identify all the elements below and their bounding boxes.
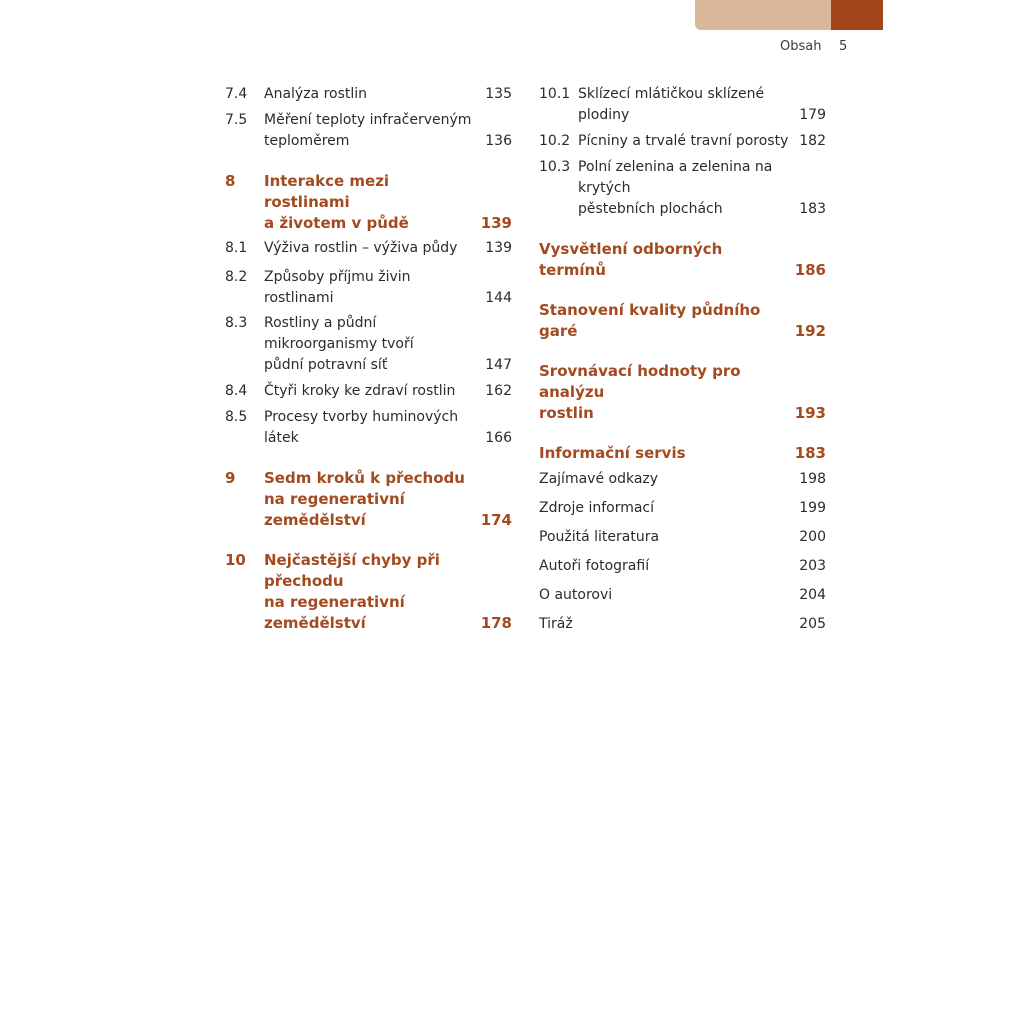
toc-entry-title — [264, 407, 479, 449]
toc-entry-number: 7.4 — [225, 86, 248, 102]
toc-entry-number: 8.5 — [225, 409, 248, 425]
toc-entry-title-line: Rostliny a půdní mikroorganismy tvoří — [264, 315, 414, 352]
toc-right-column — [539, 84, 826, 635]
toc-entry-title-line: Pícniny a trvalé travní porosty — [578, 133, 789, 149]
toc-entry-title-line: Sedm kroků k přechodu — [264, 469, 465, 487]
toc-chapter-entry[interactable] — [539, 361, 826, 424]
toc-chapter-entry[interactable] — [225, 550, 512, 634]
header-tab-light — [695, 0, 831, 30]
toc-entry-title — [264, 238, 479, 259]
toc-entry-title-line: Analýza rostlin — [264, 86, 368, 102]
toc-entry[interactable] — [539, 556, 826, 577]
toc-entry-number: 10 — [225, 551, 246, 569]
toc-entry-title — [539, 239, 789, 281]
toc-entry-title-line: Použitá literatura — [539, 529, 660, 545]
toc-entry[interactable] — [539, 614, 826, 635]
toc-chapter-entry[interactable] — [539, 443, 826, 464]
toc-chapter-entry[interactable] — [225, 171, 512, 234]
toc-entry-title-line: Zajímavé odkazy — [539, 471, 659, 487]
toc-entry-title — [539, 300, 789, 342]
toc-entry-title-line: plodiny — [578, 107, 630, 123]
toc-entry-title — [264, 84, 479, 105]
toc-left-column — [225, 84, 512, 634]
toc-entry-number: 7.5 — [225, 112, 248, 128]
toc-entry-page: 162 — [485, 383, 512, 399]
toc-entry-title-line: Procesy tvorby huminových — [264, 409, 459, 425]
toc-entry[interactable] — [225, 84, 512, 105]
toc-entry-title — [539, 469, 793, 490]
toc-entry-page: 205 — [799, 616, 826, 632]
toc-entry[interactable] — [539, 527, 826, 548]
toc-entry-page: 144 — [485, 290, 512, 306]
toc-entry-title-line: Polní zelenina a zelenina na krytých — [578, 159, 773, 196]
toc-entry-title — [539, 527, 793, 548]
toc-entry[interactable] — [225, 407, 512, 449]
toc-entry-page: 174 — [480, 511, 512, 529]
toc-entry-number: 9 — [225, 469, 236, 487]
toc-entry-title-line: na regenerativní — [264, 490, 405, 508]
toc-entry-title — [264, 550, 475, 634]
toc-entry-page: 139 — [485, 240, 512, 256]
toc-entry-title-line: Stanovení kvality půdního garé — [539, 301, 761, 340]
toc-entry-page: 136 — [485, 133, 512, 149]
toc-entry-title-line: Měření teploty infračerveným — [264, 112, 472, 128]
toc-entry-title-line: Vysvětlení odborných termínů — [539, 240, 723, 279]
toc-entry-title-line: na regenerativní — [264, 593, 405, 611]
toc-entry-title-line: Sklízecí mlátičkou sklízené — [578, 86, 765, 102]
page-number: 5 — [839, 39, 848, 54]
toc-entry-title — [578, 157, 793, 220]
toc-entry-page: 183 — [794, 444, 826, 462]
toc-entry[interactable] — [539, 84, 826, 126]
toc-entry-title-line: Způsoby příjmu živin rostlinami — [264, 269, 411, 306]
toc-entry-title — [578, 131, 793, 152]
toc-entry[interactable] — [225, 238, 512, 259]
toc-entry-title — [264, 171, 475, 234]
toc-entry[interactable] — [225, 313, 512, 376]
header-tab-dark — [831, 0, 883, 30]
toc-entry-title-line: Informační servis — [539, 444, 686, 462]
toc-entry-page: 199 — [799, 500, 826, 516]
toc-entry-title — [264, 267, 479, 309]
toc-entry-title-line: Výživa rostlin – výživa půdy — [264, 240, 458, 256]
toc-entry-page: 183 — [799, 201, 826, 217]
toc-entry-page: 147 — [485, 357, 512, 373]
toc-entry-page: 178 — [480, 614, 512, 632]
running-header-label: Obsah — [780, 39, 822, 54]
toc-entry-title — [539, 443, 789, 464]
toc-entry[interactable] — [539, 498, 826, 519]
toc-entry-title-line: látek — [264, 430, 299, 446]
toc-entry-title — [539, 614, 793, 635]
toc-entry-number: 8 — [225, 172, 236, 190]
toc-entry-page: 139 — [480, 214, 512, 232]
toc-entry-number: 8.1 — [225, 240, 248, 256]
toc-entry-title-line: zemědělství — [264, 511, 366, 529]
toc-entry-title — [264, 110, 479, 152]
toc-entry-page: 192 — [794, 322, 826, 340]
toc-entry-title-line: a životem v půdě — [264, 214, 409, 232]
toc-entry-title-line: Interakce mezi rostlinami — [264, 172, 390, 211]
toc-entry-number: 10.3 — [539, 159, 571, 175]
toc-entry-title-line: Nejčastější chyby při přechodu — [264, 551, 440, 590]
toc-entry-page: 193 — [794, 404, 826, 422]
toc-entry-title-line: Autoři fotografií — [539, 558, 650, 574]
toc-entry-title-line: pěstebních plochách — [578, 201, 723, 217]
toc-chapter-entry[interactable] — [539, 300, 826, 342]
toc-entry-title — [539, 585, 793, 606]
toc-entry-title-line: Zdroje informací — [539, 500, 655, 516]
toc-entry-title — [264, 313, 479, 376]
toc-entry-title-line: půdní potravní síť — [264, 357, 388, 373]
toc-entry-title — [539, 498, 793, 519]
toc-entry-title — [539, 361, 789, 424]
toc-entry-number: 8.4 — [225, 383, 248, 399]
toc-entry-page: 182 — [799, 133, 826, 149]
toc-entry-page: 200 — [799, 529, 826, 545]
toc-entry-number: 8.2 — [225, 269, 248, 285]
toc-entry-title — [578, 84, 793, 126]
toc-entry-page: 166 — [485, 430, 512, 446]
toc-entry-title-line: Srovnávací hodnoty pro analýzu — [539, 362, 741, 401]
toc-chapter-entry[interactable] — [539, 239, 826, 281]
toc-entry[interactable] — [539, 131, 826, 152]
toc-entry-title — [539, 556, 793, 577]
toc-entry-title-line: zemědělství — [264, 614, 366, 632]
toc-entry[interactable] — [225, 267, 512, 309]
toc-entry-number: 8.3 — [225, 315, 248, 331]
toc-entry[interactable] — [539, 157, 826, 220]
toc-chapter-entry[interactable] — [225, 468, 512, 531]
toc-entry-title-line: rostlin — [539, 404, 594, 422]
toc-entry-page: 198 — [799, 471, 826, 487]
toc-entry-number: 10.2 — [539, 133, 571, 149]
toc-entry-title-line: O autorovi — [539, 587, 613, 603]
toc-entry-page: 135 — [485, 86, 512, 102]
toc-entry-page: 186 — [794, 261, 826, 279]
toc-entry-page: 203 — [799, 558, 826, 574]
toc-entry-page: 204 — [799, 587, 826, 603]
toc-entry-page: 179 — [799, 107, 826, 123]
toc-entry-title-line: Tiráž — [539, 616, 573, 632]
toc-entry-title-line: teploměrem — [264, 133, 350, 149]
toc-entry-number: 10.1 — [539, 86, 571, 102]
toc-entry[interactable] — [225, 381, 512, 402]
toc-entry[interactable] — [539, 585, 826, 606]
toc-entry-title-line: Čtyři kroky ke zdraví rostlin — [264, 383, 456, 399]
toc-entry[interactable] — [539, 469, 826, 490]
toc-entry[interactable] — [225, 110, 512, 152]
toc-entry-title — [264, 381, 479, 402]
toc-entry-title — [264, 468, 475, 531]
